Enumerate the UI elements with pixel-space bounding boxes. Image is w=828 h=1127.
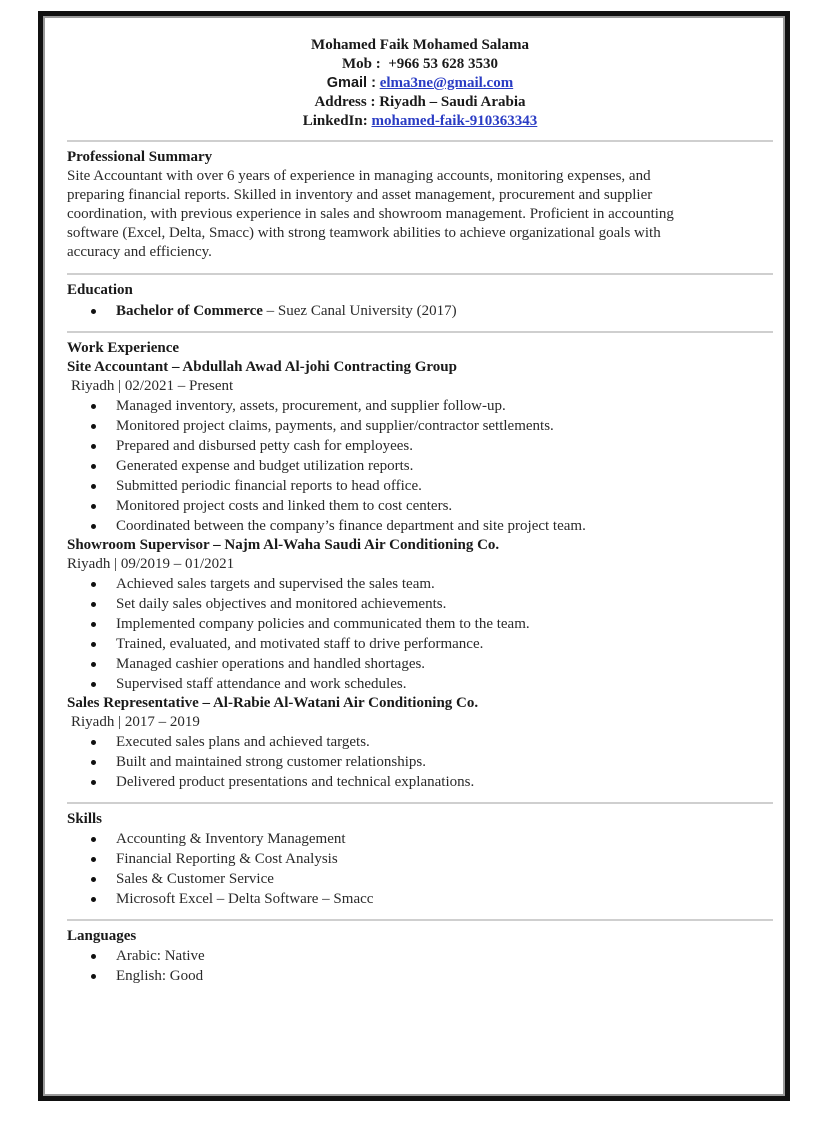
job-bullet [67, 436, 773, 456]
bullet-text: Implemented company policies and communicated them to the team. [116, 616, 530, 632]
bullet-icon [91, 662, 96, 667]
job-bullet [67, 516, 773, 536]
summary-line: Site Accountant with over 6 years of experience in managing accounts, monitoring expenses, and [67, 168, 651, 184]
bullet-text: Managed inventory, assets, procurement, and supplier follow-up. [116, 398, 506, 414]
bullet-text: Monitored project costs and linked them to cost centers. [116, 498, 453, 514]
bullet-text: Achieved sales targets and supervised the sales team. [116, 576, 435, 592]
divider [67, 802, 773, 804]
languages-title: Languages [67, 928, 137, 944]
languages-section [67, 927, 773, 986]
bullet-text: Supervised staff attendance and work schedules. [116, 676, 407, 692]
bullet-icon [91, 857, 96, 862]
education-title: Education [67, 282, 133, 298]
job-bullets [67, 396, 773, 536]
resume-content [67, 36, 773, 986]
bullet-icon [91, 837, 96, 842]
job-bullet [67, 634, 773, 654]
skill-item [67, 889, 773, 909]
education-list [67, 301, 773, 321]
bullet-text: Built and maintained strong customer relationships. [116, 754, 426, 770]
job-title: Site Accountant – Abdullah Awad Al-johi Contracting Group [67, 359, 457, 375]
language-item [67, 946, 773, 966]
gmail-label: Gmail : [326, 75, 376, 91]
email-link[interactable]: elma3ne@gmail.com [379, 75, 514, 91]
education-item [67, 301, 773, 321]
bullet-icon [91, 602, 96, 607]
skills-list [67, 829, 773, 909]
job-bullet [67, 674, 773, 694]
job-bullet [67, 456, 773, 476]
linkedin-line [67, 112, 773, 131]
language-item [67, 966, 773, 986]
experience-section [67, 339, 773, 792]
job-bullet [67, 614, 773, 634]
bullet-icon [91, 642, 96, 647]
bullet-text: Coordinated between the company’s finance department and site project team. [116, 518, 586, 534]
job-bullet [67, 416, 773, 436]
job-bullets [67, 732, 773, 792]
job-bullet [67, 496, 773, 516]
bullet-text: Managed cashier operations and handled shortages. [116, 656, 426, 672]
job-title: Showroom Supervisor – Najm Al-Waha Saudi Air Conditioning Co. [67, 537, 500, 553]
linkedin-label: LinkedIn: [302, 113, 368, 129]
bullet-text: Generated expense and budget utilization reports. [116, 458, 414, 474]
bullet-icon [91, 682, 96, 687]
bullet-icon [91, 780, 96, 785]
job-entry [67, 358, 773, 536]
bullet-icon [91, 424, 96, 429]
bullet-icon [91, 954, 96, 959]
divider [67, 140, 773, 142]
summary-line: preparing financial reports. Skilled in inventory and asset management, procurement and supplier [67, 187, 653, 203]
bullet-icon [91, 404, 96, 409]
summary-section [67, 148, 773, 262]
linkedin-link[interactable]: mohamed-faik-910363343 [371, 113, 538, 129]
address-line [67, 93, 773, 112]
summary-line: software (Excel, Delta, Smacc) with strong teamwork abilities to achieve organizational goals with [67, 225, 661, 241]
job-bullet [67, 732, 773, 752]
skill-text: Sales & Customer Service [116, 871, 274, 887]
bullet-icon [91, 740, 96, 745]
summary-line: accuracy and efficiency. [67, 244, 212, 260]
bullet-icon [91, 582, 96, 587]
bullet-icon [91, 309, 96, 314]
summary-title: Professional Summary [67, 149, 213, 165]
job-bullets [67, 574, 773, 694]
language-text: English: Good [116, 968, 204, 984]
bullet-icon [91, 524, 96, 529]
experience-title: Work Experience [67, 340, 180, 356]
resume-page [38, 11, 790, 1101]
mobile-value: +966 53 628 3530 [388, 56, 499, 72]
job-bullet [67, 752, 773, 772]
job-bullet [67, 476, 773, 496]
bullet-icon [91, 760, 96, 765]
bullet-icon [91, 877, 96, 882]
skills-section [67, 810, 773, 909]
divider [67, 331, 773, 333]
address-value: Riyadh – Saudi Arabia [379, 94, 526, 110]
gmail-line [67, 74, 773, 93]
skill-item [67, 869, 773, 889]
job-bullet [67, 654, 773, 674]
bullet-icon [91, 974, 96, 979]
bullet-text: Trained, evaluated, and motivated staff to drive performance. [116, 636, 484, 652]
bullet-text: Monitored project claims, payments, and supplier/contractor settlements. [116, 418, 554, 434]
bullet-text: Submitted periodic financial reports to head office. [116, 478, 422, 494]
bullet-icon [91, 897, 96, 902]
languages-list [67, 946, 773, 986]
job-meta: Riyadh | 09/2019 – 01/2021 [67, 556, 235, 572]
bullet-icon [91, 464, 96, 469]
mobile-line [67, 55, 773, 74]
bullet-text: Set daily sales objectives and monitored achievements. [116, 596, 447, 612]
bullet-text: Executed sales plans and achieved targets. [116, 734, 370, 750]
bullet-text: Delivered product presentations and technical explanations. [116, 774, 475, 790]
education-section [67, 281, 773, 321]
bullet-icon [91, 484, 96, 489]
job-meta: Riyadh | 02/2021 – Present [71, 378, 234, 394]
divider [67, 919, 773, 921]
job-entry [67, 536, 773, 694]
mobile-label: Mob : [341, 56, 381, 72]
bullet-icon [91, 444, 96, 449]
job-bullet [67, 772, 773, 792]
bullet-icon [91, 622, 96, 627]
bullet-icon [91, 504, 96, 509]
job-bullet [67, 594, 773, 614]
skill-text: Accounting & Inventory Management [116, 831, 346, 847]
skill-item [67, 849, 773, 869]
language-text: Arabic: Native [116, 948, 205, 964]
contact-header [67, 36, 773, 131]
job-meta: Riyadh | 2017 – 2019 [71, 714, 200, 730]
skill-item [67, 829, 773, 849]
job-entry [67, 694, 773, 792]
skills-title: Skills [67, 811, 103, 827]
institution: – Suez Canal University (2017) [262, 303, 457, 319]
divider [67, 273, 773, 275]
address-label: Address : [314, 94, 376, 110]
degree: Bachelor of Commerce [116, 303, 263, 319]
skill-text: Microsoft Excel – Delta Software – Smacc [116, 891, 374, 907]
skill-text: Financial Reporting & Cost Analysis [116, 851, 338, 867]
job-bullet [67, 574, 773, 594]
full-name: Mohamed Faik Mohamed Salama [311, 37, 529, 53]
bullet-text: Prepared and disbursed petty cash for employees. [116, 438, 413, 454]
summary-line: coordination, with previous experience in sales and showroom management. Proficient in accounting [67, 206, 674, 222]
job-bullet [67, 396, 773, 416]
job-title: Sales Representative – Al-Rabie Al-Watani Air Conditioning Co. [67, 695, 479, 711]
summary-text [67, 167, 773, 262]
